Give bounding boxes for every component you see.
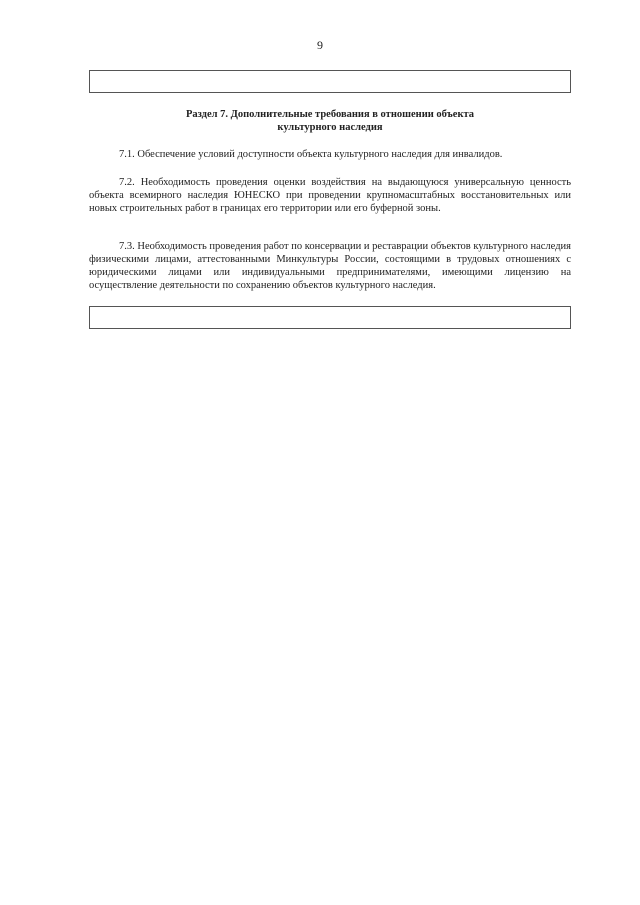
empty-box-top [89,70,571,93]
page-number: 9 [317,38,323,52]
section-title-line-2: культурного наследия [277,122,383,133]
paragraph-7-2: 7.2. Необходимость проведения оценки воздействия на выдающуюся универсальную ценность объекта всемирного наследия ЮНЕСКО при проведении крупномасштабных восстановительных или новых строительных работ в границах его территории или его буферной зоны. [89,177,571,214]
section-title-line-1: Раздел 7. Дополнительные требования в отношении объекта [185,109,475,120]
section-title [89,108,571,134]
paragraph-7-1: 7.1. Обеспечение условий доступности объекта культурного наследия для инвалидов. [119,149,503,160]
paragraph-7-3: 7.3. Необходимость проведения работ по консервации и реставрации объектов культурного наследия физическими лицами, аттестованными Минкультуры России, состоящими в трудовых отношениях с юридическими лицами или индивидуальными предпринимателями, имеющими лицензию на осуществление деятельности по сохранению объектов культурного наследия. [89,241,571,291]
empty-box-bottom [89,306,571,329]
